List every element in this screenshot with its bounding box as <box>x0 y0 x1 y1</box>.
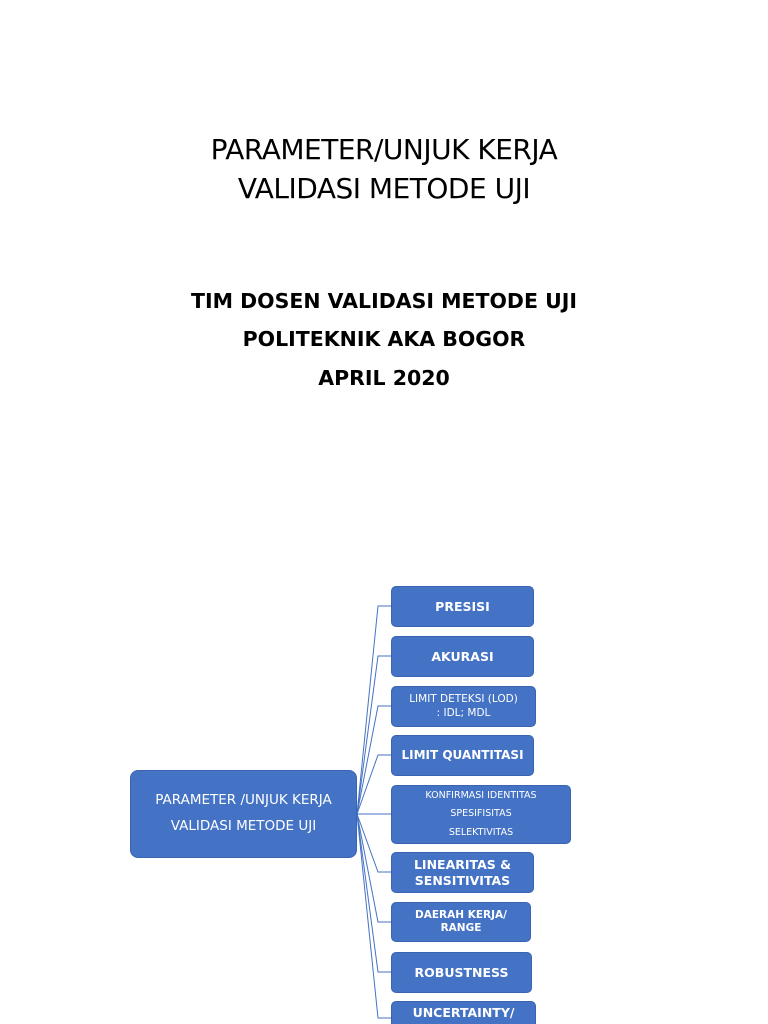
node-uncertainty-label: UNCERTAINTY/ <box>412 1005 515 1020</box>
connector-line-3 <box>357 706 391 814</box>
connector-line-8 <box>357 814 391 972</box>
node-robustness-label: ROBUSTNESS <box>414 964 509 980</box>
connector-line-1 <box>357 606 391 814</box>
node-akurasi-label: AKURASI <box>431 648 494 664</box>
node-linearitas-line-1: LINEARITAS & <box>413 856 512 872</box>
diagram-node-daerah-kerja <box>391 902 531 942</box>
diagram-node-robustness <box>391 952 532 993</box>
node-daerah-kerja-line-2: RANGE <box>440 922 482 934</box>
node-limit-deteksi-line-2: : IDL; MDL <box>436 706 491 719</box>
connector-line-9 <box>357 814 391 1018</box>
node-konfirmasi-line-3: SELEKTIVITAS <box>448 826 514 838</box>
slide-title-line-2: VALIDASI METODE UJI <box>237 172 531 205</box>
connector-line-2 <box>357 656 391 814</box>
diagram-node-presisi <box>391 586 534 627</box>
connector-line-4 <box>357 755 391 814</box>
slide-subtitle-line-1: TIM DOSEN VALIDASI METODE UJI <box>191 289 577 313</box>
node-konfirmasi-line-1: KONFIRMASI IDENTITAS <box>425 790 537 802</box>
slide-title-line-1: PARAMETER/UNJUK KERJA <box>210 133 558 166</box>
node-limit-quantitasi-label: LIMIT QUANTITASI <box>401 748 524 762</box>
node-daerah-kerja-line-1: DAERAH KERJA/ <box>415 908 507 921</box>
diagram-node-limit-deteksi <box>391 686 536 727</box>
slide-subtitle-line-2: POLITEKNIK AKA BOGOR <box>242 327 526 351</box>
node-konfirmasi-line-2: SPESIFISITAS <box>450 808 512 820</box>
connector-line-6 <box>357 814 391 872</box>
connector-line-7 <box>357 814 391 922</box>
node-presisi-label: PRESISI <box>435 598 490 614</box>
diagram-node-linearitas <box>391 852 534 893</box>
diagram-node-akurasi <box>391 636 534 677</box>
diagram-node-konfirmasi-identitas <box>391 785 571 844</box>
diagram-node-uncertainty <box>391 1001 536 1024</box>
node-linearitas-line-2: SENSITIVITAS <box>414 872 511 888</box>
diagram-node-limit-quantitasi <box>391 735 534 776</box>
node-limit-deteksi-line-1: LIMIT DETEKSI (LOD) <box>409 693 518 706</box>
root-node-line-2: VALIDASI METODE UJI <box>170 818 317 834</box>
root-node-line-1: PARAMETER /UNJUK KERJA <box>155 792 332 809</box>
diagram-root-node <box>130 770 357 858</box>
slide-subtitle-line-3: APRIL 2020 <box>318 366 450 390</box>
